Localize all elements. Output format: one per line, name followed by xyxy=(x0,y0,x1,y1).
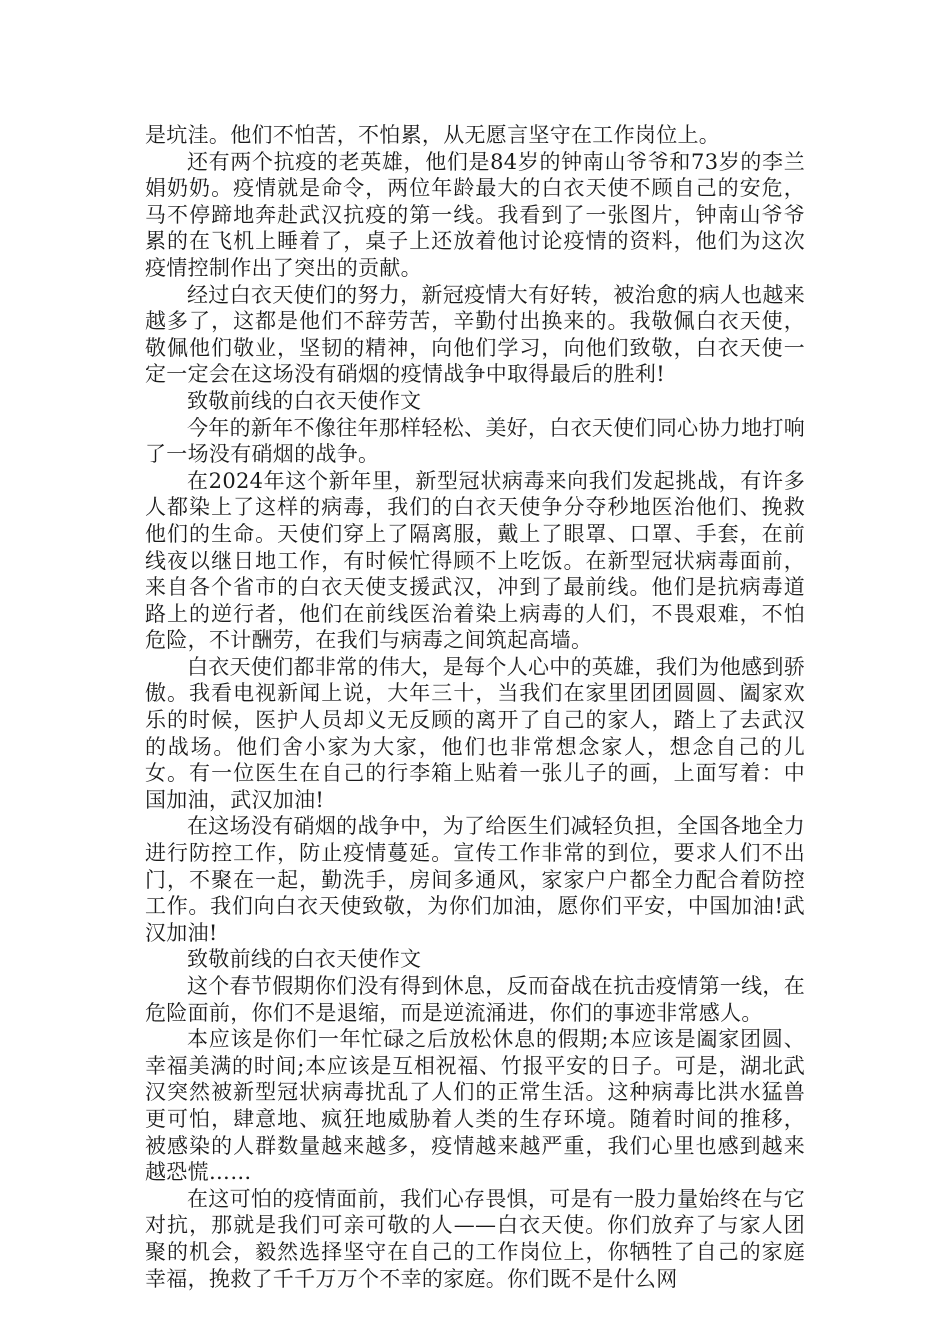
paragraph-10: 在这可怕的疫情面前，我们心存畏惧，可是有一股力量始终在与它对抗，那就是我们可亲可敬的人——白衣天使。你们放弃了与家人团聚的机会，毅然选择坚守在自己的工作岗位上，你牺牲了自己的家庭幸福，挽救了千千万万个不幸的家庭。你们既不是什么网 xyxy=(145,1186,805,1291)
paragraph-5: 在2024年这个新年里，新型冠状病毒来向我们发起挑战，有许多人都染上了这样的病毒，我们的白衣天使争分夺秒地医治他们、挽救他们的生命。天使们穿上了隔离服，戴上了眼罩、口罩、手套，在前线夜以继日地工作，有时候忙得顾不上吃饭。在新型冠状病毒面前，来自各个省市的白衣天使支援武汉，冲到了最前线。他们是抗病毒道路上的逆行者，他们在前线医治着染上病毒的人们，不畏艰难，不怕危险，不计酬劳，在我们与病毒之间筑起高墙。 xyxy=(145,468,805,653)
paragraph-6: 白衣天使们都非常的伟大，是每个人心中的英雄，我们为他感到骄傲。我看电视新闻上说，大年三十，当我们在家里团团圆圆、阖家欢乐的时候，医护人员却义无反顾的离开了自己的家人，踏上了去武汉的战场。他们舍小家为大家，他们也非常想念家人，想念自己的儿女。有一位医生在自己的行李箱上贴着一张儿子的画，上面写着：中国加油，武汉加油! xyxy=(145,654,805,812)
paragraph-1: 是坑洼。他们不怕苦，不怕累，从无愿言坚守在工作岗位上。 xyxy=(145,123,721,147)
document-body xyxy=(145,122,805,1292)
paragraph-2: 还有两个抗疫的老英雄，他们是84岁的钟南山爷爷和73岁的李兰娟奶奶。疫情就是命令，两位年龄最大的白衣天使不顾自己的安危，马不停蹄地奔赴武汉抗疫的第一线。我看到了一张图片，钟南山爷爷累的在飞机上睡着了，桌子上还放着他讨论疫情的资料，他们为这次疫情控制作出了突出的贡献。 xyxy=(145,149,805,280)
paragraph-9: 本应该是你们一年忙碌之后放松休息的假期;本应该是阖家团圆、幸福美满的时间;本应该是互相祝福、竹报平安的日子。可是，湖北武汉突然被新型冠状病毒扰乱了人们的正常生活。这种病毒比洪水猛兽更可怕，肆意地、疯狂地威胁着人类的生存环境。随着时间的推移，被感染的人群数量越来越多，疫情越来越严重，我们心里也感到越来越恐慌…… xyxy=(145,1027,805,1185)
paragraph-7: 在这场没有硝烟的战争中，为了给医生们减轻负担，全国各地全力进行防控工作，防止疫情蔓延。宣传工作非常的到位，要求人们不出门，不聚在一起，勤洗手，房间多通风，家家户户都全力配合着防控工作。我们向白衣天使致敬，为你们加油，愿你们平安，中国加油!武汉加油! xyxy=(145,814,805,945)
paragraph-8: 这个春节假期你们没有得到休息，反而奋战在抗击疫情第一线，在危险面前，你们不是退缩，而是逆流涌进，你们的事迹非常感人。 xyxy=(145,974,805,1025)
essay-title-2: 致敬前线的白衣天使作文 xyxy=(187,947,422,972)
paragraph-3: 经过白衣天使们的努力，新冠疫情大有好转，被治愈的病人也越来越多了，这都是他们不辞劳苦，辛勤付出换来的。我敬佩白衣天使，敬佩他们敬业，坚韧的精神，向他们学习，向他们致敬，白衣天使一定一定会在这场没有硝烟的疫情战争中取得最后的胜利! xyxy=(145,282,805,387)
paragraph-4: 今年的新年不像往年那样轻松、美好，白衣天使们同心协力地打响了一场没有硝烟的战争。 xyxy=(145,415,805,467)
essay-title-1: 致敬前线的白衣天使作文 xyxy=(187,388,422,413)
